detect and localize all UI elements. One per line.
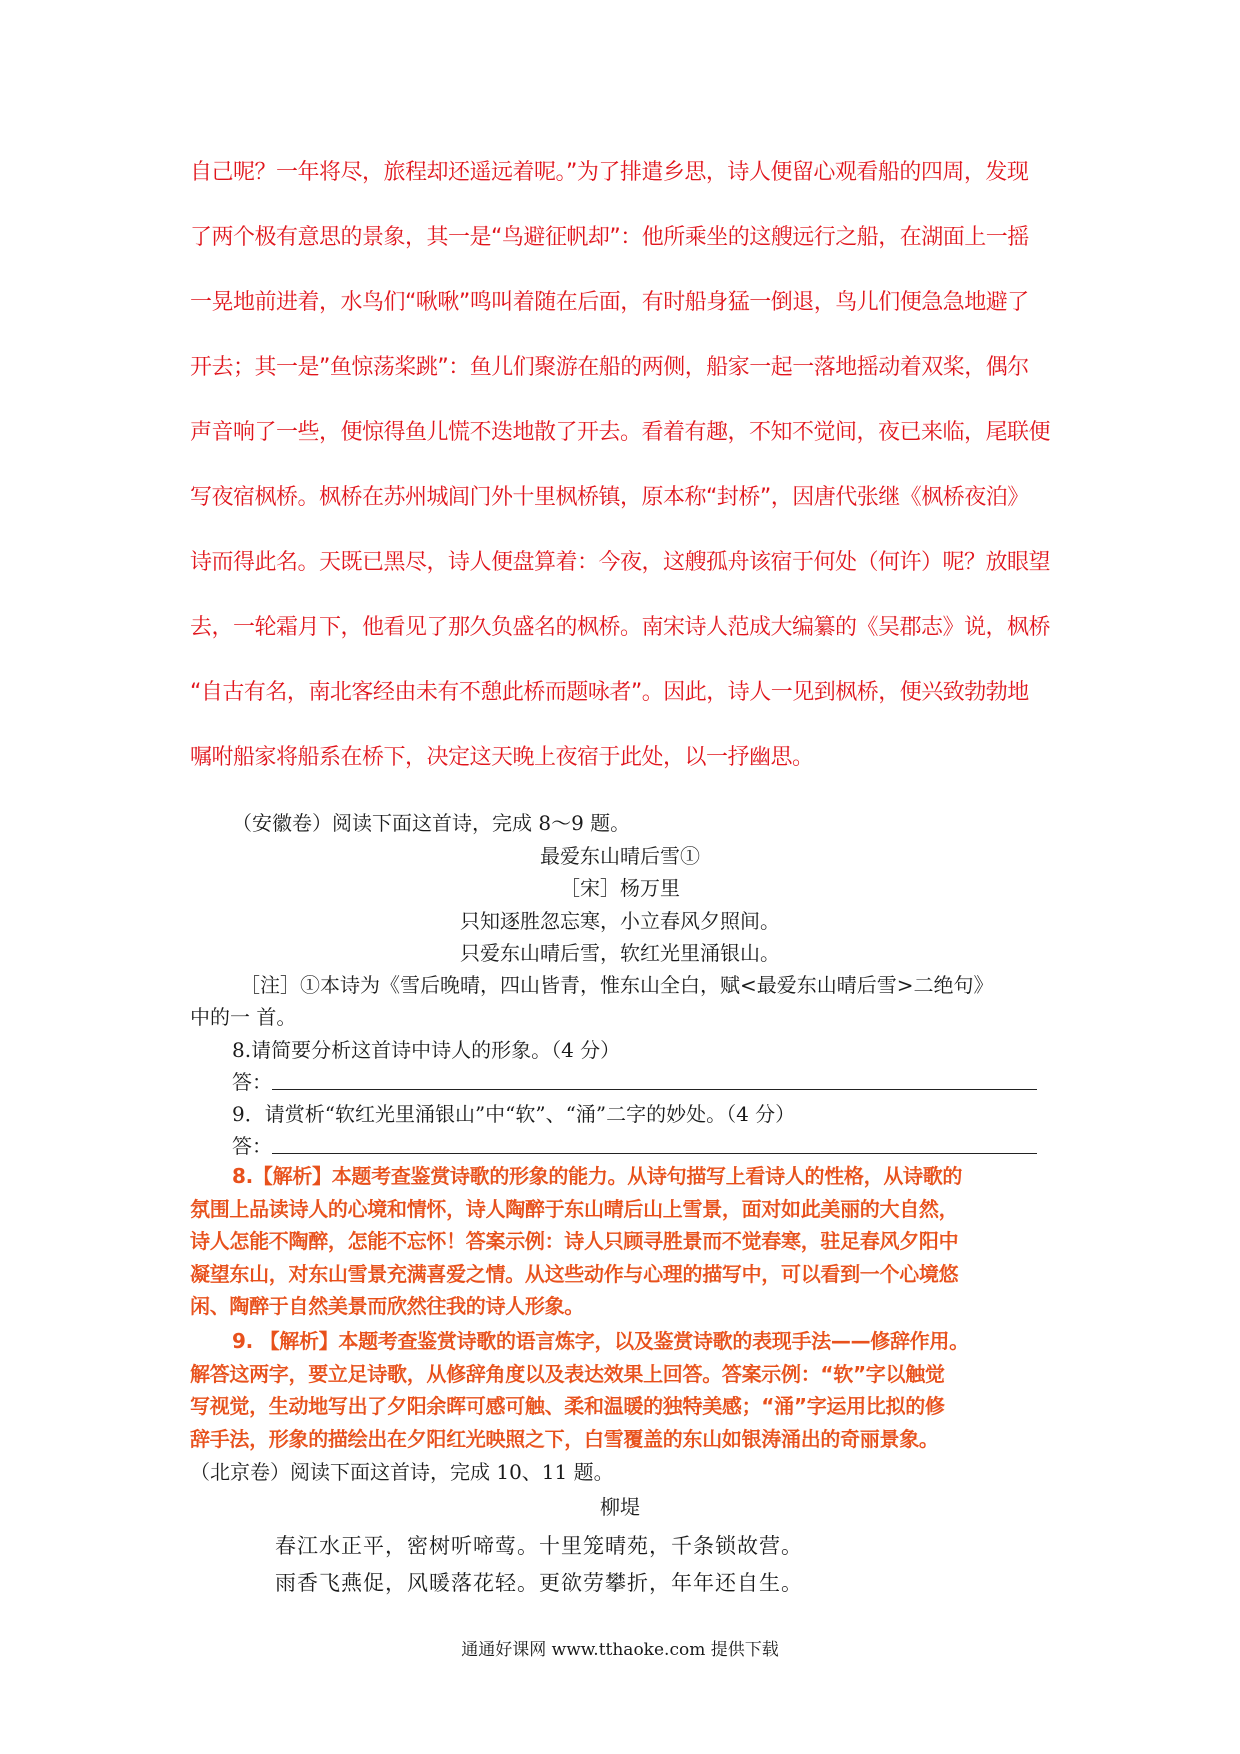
red-line: “自古有名，南北客经由未有不憩此桥而题咏者”。因此，诗人一见到枫桥，便兴致勃勃地 (190, 680, 1029, 705)
answer-field-9 (232, 1131, 1032, 1161)
analysis-line: 闲、陶醉于自然美景而欣然往我的诗人形象。 (190, 1294, 584, 1318)
poem-line: 雨香飞燕促，风暖落花轻。更欲劳攀折，年年还自生。 (275, 1571, 803, 1595)
analysis-line: 凝望东山，对东山雪景充满喜爱之情。从这些动作与心理的描写中，可以看到一个心境悠 (190, 1261, 959, 1286)
poem-line: 春江水正平，密树听啼莺。十里笼晴苑，千条锁故营。 (275, 1534, 803, 1558)
red-line: 嘱咐船家将船系在桥下，决定这天晚上夜宿于此处，以一抒幽思。 (190, 745, 814, 770)
red-line: 自己呢？一年将尽，旅程却还遥远着呢。”为了排遣乡思，诗人便留心观看船的四周，发现 (190, 160, 1029, 185)
poem-title: 柳堤 (600, 1495, 640, 1519)
red-line: 一晃地前进着，水鸟们“啾啾”鸣叫着随在后面，有时船身猛一倒退，鸟儿们便急急地避了 (190, 290, 1029, 315)
analysis-line: 氛围上品读诗人的心境和情怀，诗人陶醉于东山晴后山上雪景，面对如此美丽的大自然， (190, 1196, 959, 1221)
analysis-9 (190, 1325, 1060, 1455)
anhui-intro: （安徽卷）阅读下面这首诗，完成 8～9 题。 (232, 811, 631, 835)
red-commentary-paragraph (190, 158, 1060, 808)
red-line: 声音响了一些，便惊得鱼儿慌不迭地散了开去。看着有趣，不知不觉间，夜已来临，尾联便 (190, 420, 1051, 445)
poem-author: ［宋］杨万里 (560, 876, 680, 900)
poem-line: 只知逐胜忽忘寒，小立春风夕照间。 (460, 909, 780, 933)
red-line: 了两个极有意思的景象，其一是“鸟避征帆却”：他所乘坐的这艘远行之船，在湖面上一摇 (190, 225, 1029, 250)
answer-underline (272, 1153, 1037, 1154)
answer-field-8 (232, 1067, 1032, 1097)
question-8: 8.请简要分析这首诗中诗人的形象。（4 分） (232, 1038, 621, 1062)
poem-note: ［注］①本诗为《雪后晚晴，四山皆青，惟东山全白，赋<最爱东山晴后雪>二绝句》 (240, 973, 994, 997)
analysis-line: 解答这两字，要立足诗歌，从修辞角度以及表达效果上回答。答案示例：“软”字以触觉 (190, 1361, 945, 1386)
red-line: 诗而得此名。天既已黑尽，诗人便盘算着：今夜，这艘孤舟该宿于何处（何许）呢？放眼望 (190, 550, 1051, 575)
answer-underline (272, 1089, 1037, 1090)
analysis-line: 8.【解析】本题考查鉴赏诗歌的形象的能力。从诗句描写上看诗人的性格，从诗歌的 (232, 1164, 963, 1188)
beijing-intro: （北京卷）阅读下面这首诗，完成 10、11 题。 (190, 1460, 614, 1484)
answer-label: 答： (232, 1070, 272, 1094)
red-line: 开去；其一是”鱼惊荡桨跳”：鱼儿们聚游在船的两侧，船家一起一落地摇动着双桨，偶尔 (190, 355, 1029, 380)
question-9: 9．请赏析“软红光里涌银山”中“软”、“涌”二字的妙处。（4 分） (232, 1102, 796, 1126)
answer-label: 答： (232, 1134, 272, 1158)
analysis-8 (190, 1160, 1060, 1323)
analysis-line: 辞手法，形象的描绘出在夕阳红光映照之下，白雪覆盖的东山如银涛涌出的奇丽景象。 (190, 1426, 939, 1451)
analysis-line: 9. 【解析】本题考查鉴赏诗歌的语言炼字，以及鉴赏诗歌的表现手法——修辞作用。 (232, 1329, 969, 1353)
poem-note-cont: 中的一 首。 (190, 1005, 297, 1029)
page-footer: 通通好课网 www.tthaoke.com 提供下载 (461, 1640, 779, 1660)
poem-line: 只爱东山晴后雪，软红光里涌银山。 (460, 941, 780, 965)
red-line: 去，一轮霜月下，他看见了那久负盛名的枫桥。南宋诗人范成大编纂的《吴郡志》说，枫桥 (190, 615, 1051, 640)
red-line: 写夜宿枫桥。枫桥在苏州城闾门外十里枫桥镇，原本称“封桥”，因唐代张继《枫桥夜泊》 (190, 485, 1029, 510)
poem-title: 最爱东山晴后雪① (540, 844, 700, 868)
analysis-line: 诗人怎能不陶醉，怎能不忘怀！答案示例：诗人只顾寻胜景而不觉春寒，驻足春风夕阳中 (190, 1229, 959, 1253)
analysis-line: 写视觉，生动地写出了夕阳余晖可感可触、柔和温暖的独特美感；“涌”字运用比拟的修 (190, 1394, 945, 1418)
